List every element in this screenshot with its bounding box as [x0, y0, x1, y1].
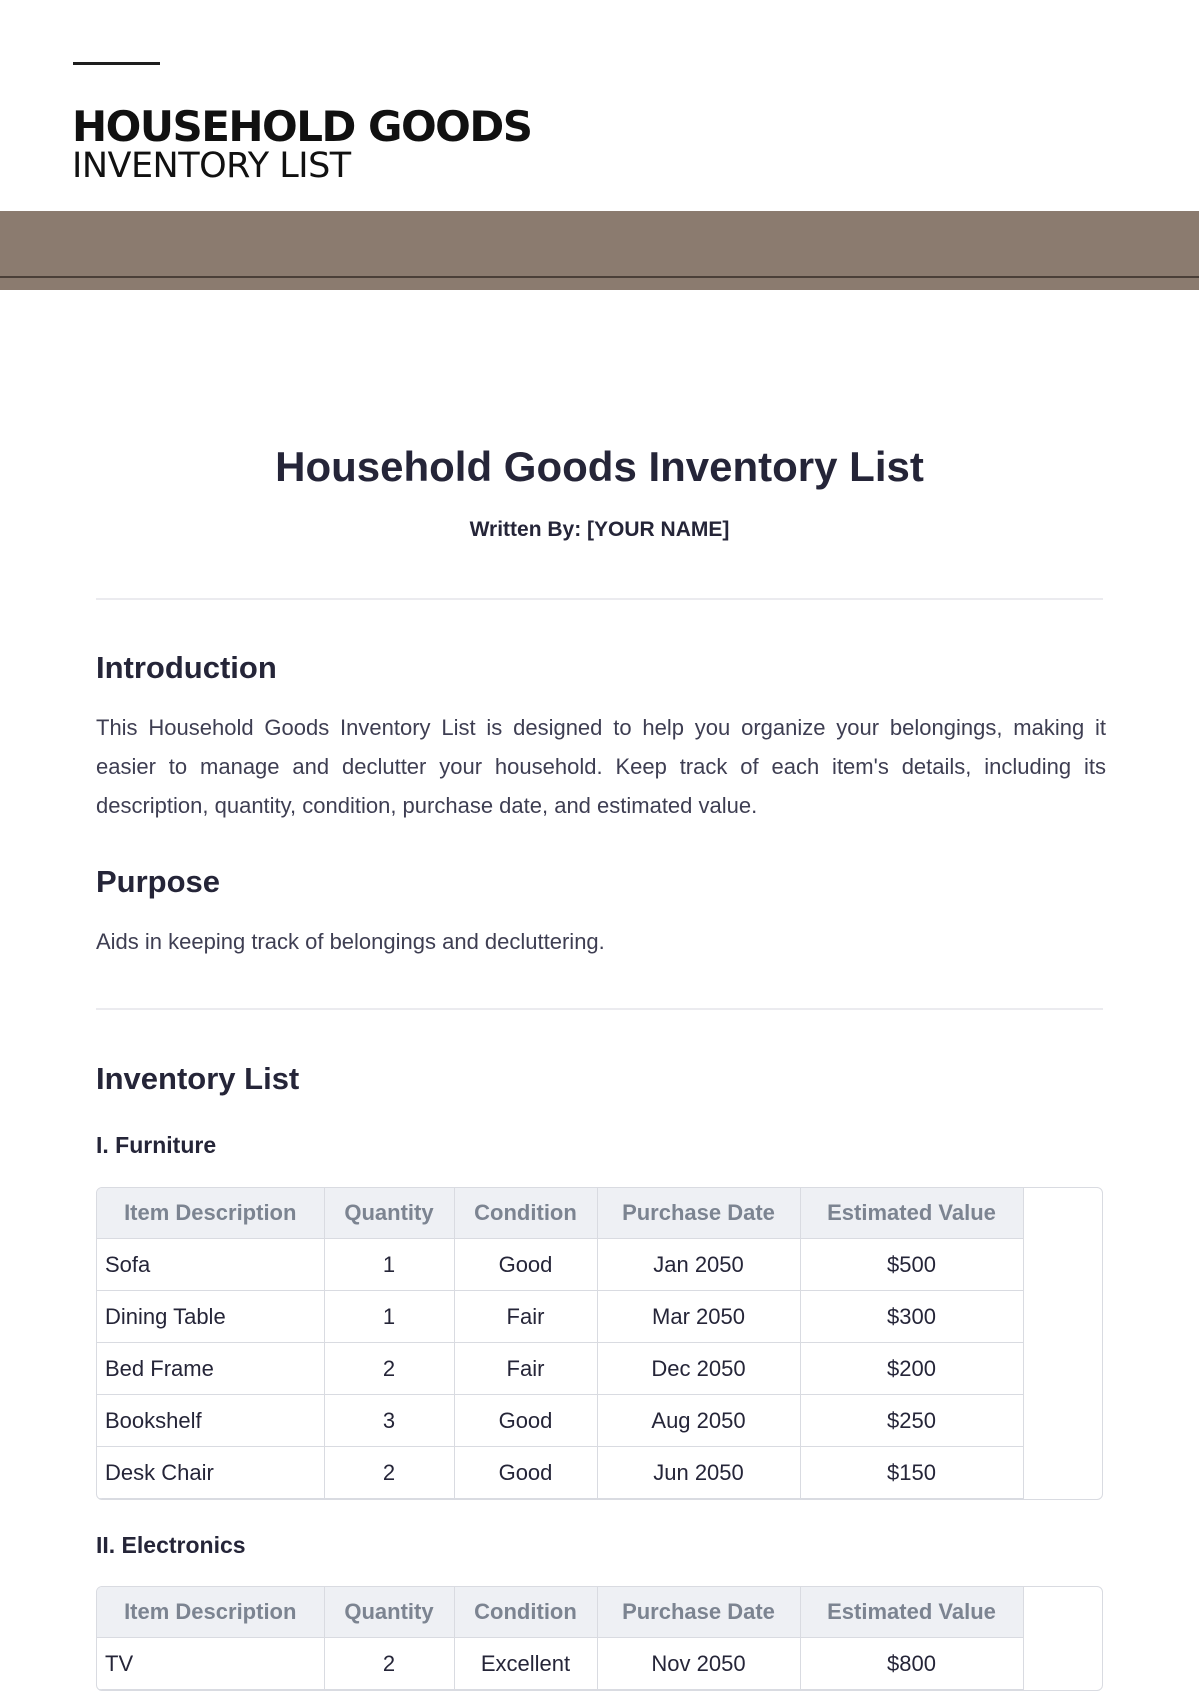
item-purchase-date: Dec 2050 [597, 1343, 800, 1395]
column-header: Condition [454, 1587, 597, 1638]
item-condition: Good [454, 1447, 597, 1499]
header-band-line [0, 276, 1199, 278]
item-condition: Good [454, 1395, 597, 1447]
item-value: $300 [800, 1291, 1023, 1343]
item-quantity: 1 [324, 1239, 454, 1291]
item-quantity: 3 [324, 1395, 454, 1447]
item-condition: Fair [454, 1343, 597, 1395]
item-value: $250 [800, 1395, 1023, 1447]
item-description: Bookshelf [97, 1395, 324, 1447]
item-purchase-date: Mar 2050 [597, 1291, 800, 1343]
item-condition: Good [454, 1239, 597, 1291]
item-value: $150 [800, 1447, 1023, 1499]
item-purchase-date: Jan 2050 [597, 1239, 800, 1291]
purpose-heading: Purpose [96, 864, 221, 899]
introduction-heading: Introduction [96, 650, 277, 685]
column-header: Quantity [324, 1188, 454, 1239]
item-quantity: 1 [324, 1291, 454, 1343]
brand-subtitle: INVENTORY LIST [72, 146, 351, 186]
column-header: Estimated Value [800, 1587, 1023, 1638]
inventory-heading: Inventory List [96, 1061, 300, 1096]
table-header-row [97, 1188, 1023, 1239]
furniture-heading: I. Furniture [96, 1132, 217, 1158]
item-purchase-date: Nov 2050 [597, 1638, 800, 1690]
column-header: Item Description [97, 1587, 324, 1638]
header-band [0, 211, 1199, 290]
column-header: Estimated Value [800, 1188, 1023, 1239]
introduction-text: This Household Goods Inventory List is designed to help you organize your belongings, making it easier to manage and declutter your household. Keep track of each item's details, including its description, quantity, condition, purchase date, and estimated value. [96, 715, 1106, 818]
document-title: Household Goods Inventory List [275, 443, 924, 490]
table-row [97, 1638, 1023, 1690]
item-description: Bed Frame [97, 1343, 324, 1395]
item-description: Desk Chair [97, 1447, 324, 1499]
divider [96, 598, 1103, 600]
column-header: Quantity [324, 1587, 454, 1638]
item-description: Dining Table [97, 1291, 324, 1343]
table-header-row [97, 1587, 1023, 1638]
item-description: Sofa [97, 1239, 324, 1291]
item-value: $500 [800, 1239, 1023, 1291]
item-condition: Excellent [454, 1638, 597, 1690]
item-purchase-date: Jun 2050 [597, 1447, 800, 1499]
furniture-table [96, 1187, 1103, 1500]
table-row [97, 1239, 1023, 1291]
table-row [97, 1291, 1023, 1343]
electronics-table [96, 1586, 1103, 1691]
column-header: Purchase Date [597, 1587, 800, 1638]
electronics-heading: II. Electronics [96, 1532, 246, 1558]
purpose-text: Aids in keeping track of belongings and decluttering. [96, 929, 605, 954]
table-row [97, 1395, 1023, 1447]
column-header: Condition [454, 1188, 597, 1239]
table-row [97, 1343, 1023, 1395]
item-value: $200 [800, 1343, 1023, 1395]
item-purchase-date: Aug 2050 [597, 1395, 800, 1447]
column-header: Item Description [97, 1188, 324, 1239]
item-quantity: 2 [324, 1343, 454, 1395]
item-description: TV [97, 1638, 324, 1690]
item-value: $800 [800, 1638, 1023, 1690]
header-rule [73, 62, 160, 65]
item-quantity: 2 [324, 1638, 454, 1690]
item-quantity: 2 [324, 1447, 454, 1499]
column-header: Purchase Date [597, 1188, 800, 1239]
brand-title: HOUSEHOLD GOODS [72, 102, 532, 151]
item-condition: Fair [454, 1291, 597, 1343]
document-author: Written By: [YOUR NAME] [469, 518, 730, 541]
divider [96, 1008, 1103, 1010]
table-row [97, 1447, 1023, 1499]
